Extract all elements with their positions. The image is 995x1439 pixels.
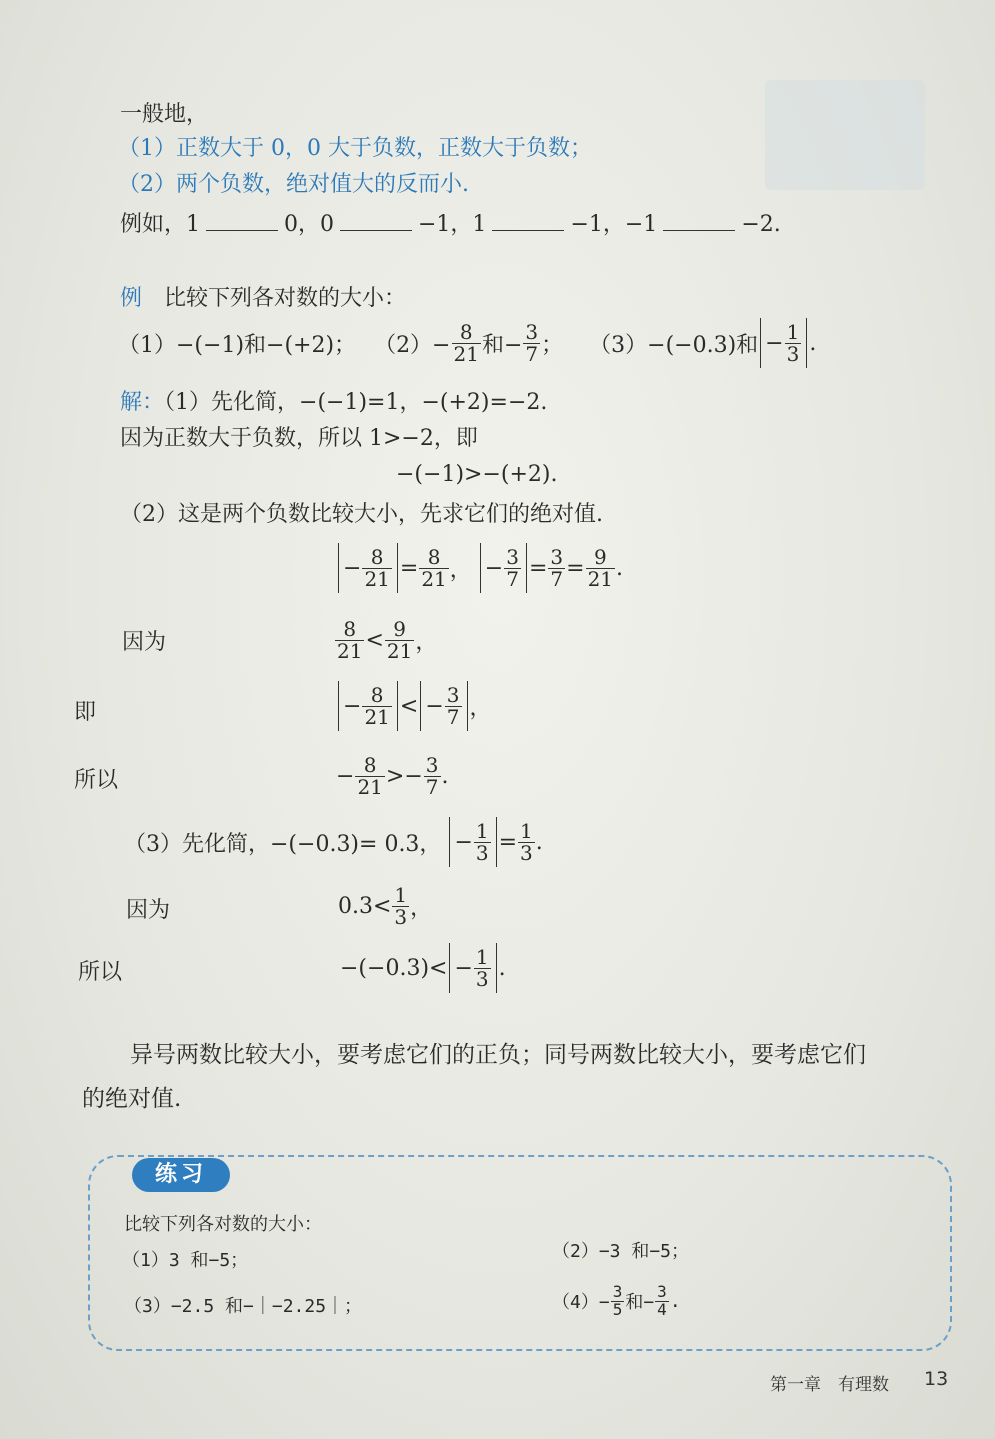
exercise-q1: （1）3 和−5； [122,1250,249,1271]
fraction-numerator: 3 [506,544,519,569]
negated-decimal: −(−0.3)< [340,955,448,981]
absolute-value [420,681,467,731]
fraction-denominator: 3 [475,966,489,991]
minus-sign: − [343,555,362,581]
fraction-numerator: 9 [393,616,406,641]
rule-2: （2）两个负数，绝对值大的反而小. [118,172,469,197]
fraction-numerator: 3 [550,544,564,569]
example-line-a: 0，0 [284,212,334,237]
note-line-2: 的绝对值. [82,1086,182,1112]
fraction-denominator: 21 [453,341,479,366]
fraction-denominator: 21 [337,638,363,663]
equals-sign: = [528,555,548,581]
decimal-compare: 0.3< [338,893,392,919]
blank-3[interactable] [492,212,564,231]
fraction-numerator: 1 [475,818,489,843]
less-than: < [365,627,384,653]
fraction-1-3 [785,319,802,366]
intro-lead: 一般地， [120,102,209,127]
solution-1a: （1）先化简，−(−1)=1，−(+2)=−2. [164,390,548,415]
margin-bleed-through [765,80,925,190]
fraction-denominator: 4 [657,1299,667,1319]
minus-sign: − [765,330,784,356]
abs-values-eq [336,540,623,596]
fraction-numerator: 1 [394,882,408,907]
fraction-1-3 [518,818,535,865]
absolute-value [760,318,807,368]
so-label-1: 所以 [74,768,119,793]
fraction-denominator: 21 [364,704,390,729]
fraction-8-21 [452,319,481,366]
fraction-3-7 [548,544,565,591]
absolute-value [338,681,398,731]
fraction-numerator: 8 [363,752,377,777]
fraction-numerator: 1 [786,319,800,344]
comma: ， [449,557,472,583]
comma: ， [415,629,438,655]
q4-end: . [669,1290,681,1312]
note-line-1: 异号两数比较大小，要考虑它们的正负；同号两数比较大小，要考虑它们 [130,1042,866,1068]
fraction-numerator: 1 [475,944,489,969]
fraction-denominator: 21 [386,638,413,663]
fraction-numerator: 8 [459,319,473,344]
fraction-denominator: 7 [550,566,564,591]
fraction-8-21 [419,544,448,591]
fraction-numerator: 8 [370,544,384,569]
fraction-3-7 [504,544,521,591]
minus-sign: − [484,555,504,581]
period: . [616,555,624,581]
comma: ， [410,895,433,921]
compare-decimal [338,878,432,934]
fraction-denominator: 21 [421,566,447,591]
equals-sign: = [399,555,419,581]
example-line [120,212,781,236]
example-line-b: −1，1 [418,212,487,237]
fraction-9-21 [385,616,414,663]
period: . [441,763,449,789]
fraction-denominator: 7 [525,341,539,366]
fraction-1-3 [474,818,491,865]
absolute-value [338,543,398,593]
conclusion-3 [340,940,506,996]
comma: ， [469,695,492,721]
fraction-8-21 [362,682,391,729]
fraction-numerator: 9 [593,544,607,569]
exercise-q3: （3）−2.5 和−｜−2.25｜； [124,1296,363,1317]
fraction-numerator: 8 [343,616,357,641]
equals-sign: = [498,829,518,855]
solution-2a: （2）这是两个负数比较大小，先求它们的绝对值. [120,502,603,527]
page-number: 13 [924,1368,949,1390]
fraction-denominator: 21 [587,566,614,591]
exercise-title: 比较下列各对数的大小： [124,1214,322,1235]
solution-1c: −(−1)>−(+2). [396,462,558,487]
exercise-q4 [552,1278,681,1324]
example-line-d: −2. [741,212,781,237]
problem-3-end: . [809,330,817,356]
minus-sign: − [425,693,444,719]
example-heading [120,288,406,310]
fraction-numerator: 3 [425,752,439,777]
fraction-denominator: 7 [506,566,519,591]
absolute-value [449,817,496,867]
fraction-8-21 [355,752,384,799]
solution-step-1 [120,392,547,414]
q4-and: 和− [625,1292,655,1313]
problem-2-end: ； [541,332,564,358]
chapter-title: 第一章 有理数 [770,1375,889,1395]
fraction-1-3 [392,882,409,929]
fraction-numerator: 3 [657,1281,667,1301]
rule-1: （1）正数大于 0，0 大于负数，正数大于负数； [118,136,592,161]
problem-1: （1）−(−1)和−(+2)； [118,332,357,358]
absolute-value [449,943,496,993]
conclusion-2 [336,748,449,804]
fraction-denominator: 7 [425,774,439,799]
solution-1b: 因为正数大于负数，所以 1>−2，即 [120,426,478,451]
fraction-9-21 [586,544,615,591]
blank-4[interactable] [663,212,735,231]
problem-2-and: 和− [481,332,523,358]
minus-sign: − [454,829,473,855]
exercise-q2: （2）−3 和−5； [552,1241,690,1262]
minus-sign: − [454,955,473,981]
fraction-numerator: 3 [525,319,539,344]
absolute-value [480,543,527,593]
fraction-3-4 [655,1281,669,1319]
fraction-8-21 [335,616,364,663]
minus-sign: − [336,763,355,789]
fraction-3-7 [523,319,540,366]
fraction-numerator: 1 [520,818,533,843]
example-problems [118,318,816,368]
so-label-2: 所以 [78,960,123,985]
example-line-c: −1，−1 [570,212,658,237]
fraction-denominator: 3 [394,904,408,929]
example-line-prefix: 例如，1 [120,212,200,237]
fraction-numerator: 8 [370,682,384,707]
equals-sign: = [566,555,585,581]
minus-sign: − [404,763,423,789]
fraction-denominator: 3 [520,840,533,865]
because-label-1: 因为 [122,630,167,655]
fraction-1-3 [474,944,491,991]
namely-label: 即 [74,700,97,725]
fraction-3-7 [445,682,462,729]
compare-abs [336,678,492,734]
exercise-tab: 练习 [132,1158,230,1192]
less-than: < [399,693,419,719]
greater-than: > [385,763,405,789]
fraction-denominator: 3 [786,341,800,366]
fraction-denominator: 3 [475,840,489,865]
blank-2[interactable] [340,212,412,231]
period: . [498,955,506,981]
example-title: 比较下列各对数的大小： [164,286,407,311]
q4-prefix: （4）− [552,1292,610,1313]
problem-2-prefix: （2）− [374,332,451,358]
solution-3a: （3）先化简，−(−0.3)= 0.3， [124,831,442,857]
period: . [535,829,543,855]
fraction-3-5 [611,1281,625,1319]
problem-3-prefix: （3）−(−0.3)和 [589,332,759,358]
solution-3a-row [124,814,543,870]
compare-fractions [334,612,437,668]
fraction-denominator: 5 [612,1299,623,1319]
fraction-numerator: 8 [427,544,441,569]
example-label: 例 [120,286,143,311]
fraction-8-21 [362,544,391,591]
minus-sign: − [343,693,362,719]
fraction-denominator: 7 [446,704,460,729]
fraction-numerator: 3 [446,682,460,707]
fraction-3-7 [424,752,441,799]
solution-label: 解： [120,390,165,415]
fraction-denominator: 21 [364,566,390,591]
because-label-2: 因为 [126,898,171,923]
fraction-numerator: 3 [612,1281,623,1301]
fraction-denominator: 21 [357,774,383,799]
blank-1[interactable] [206,212,278,231]
